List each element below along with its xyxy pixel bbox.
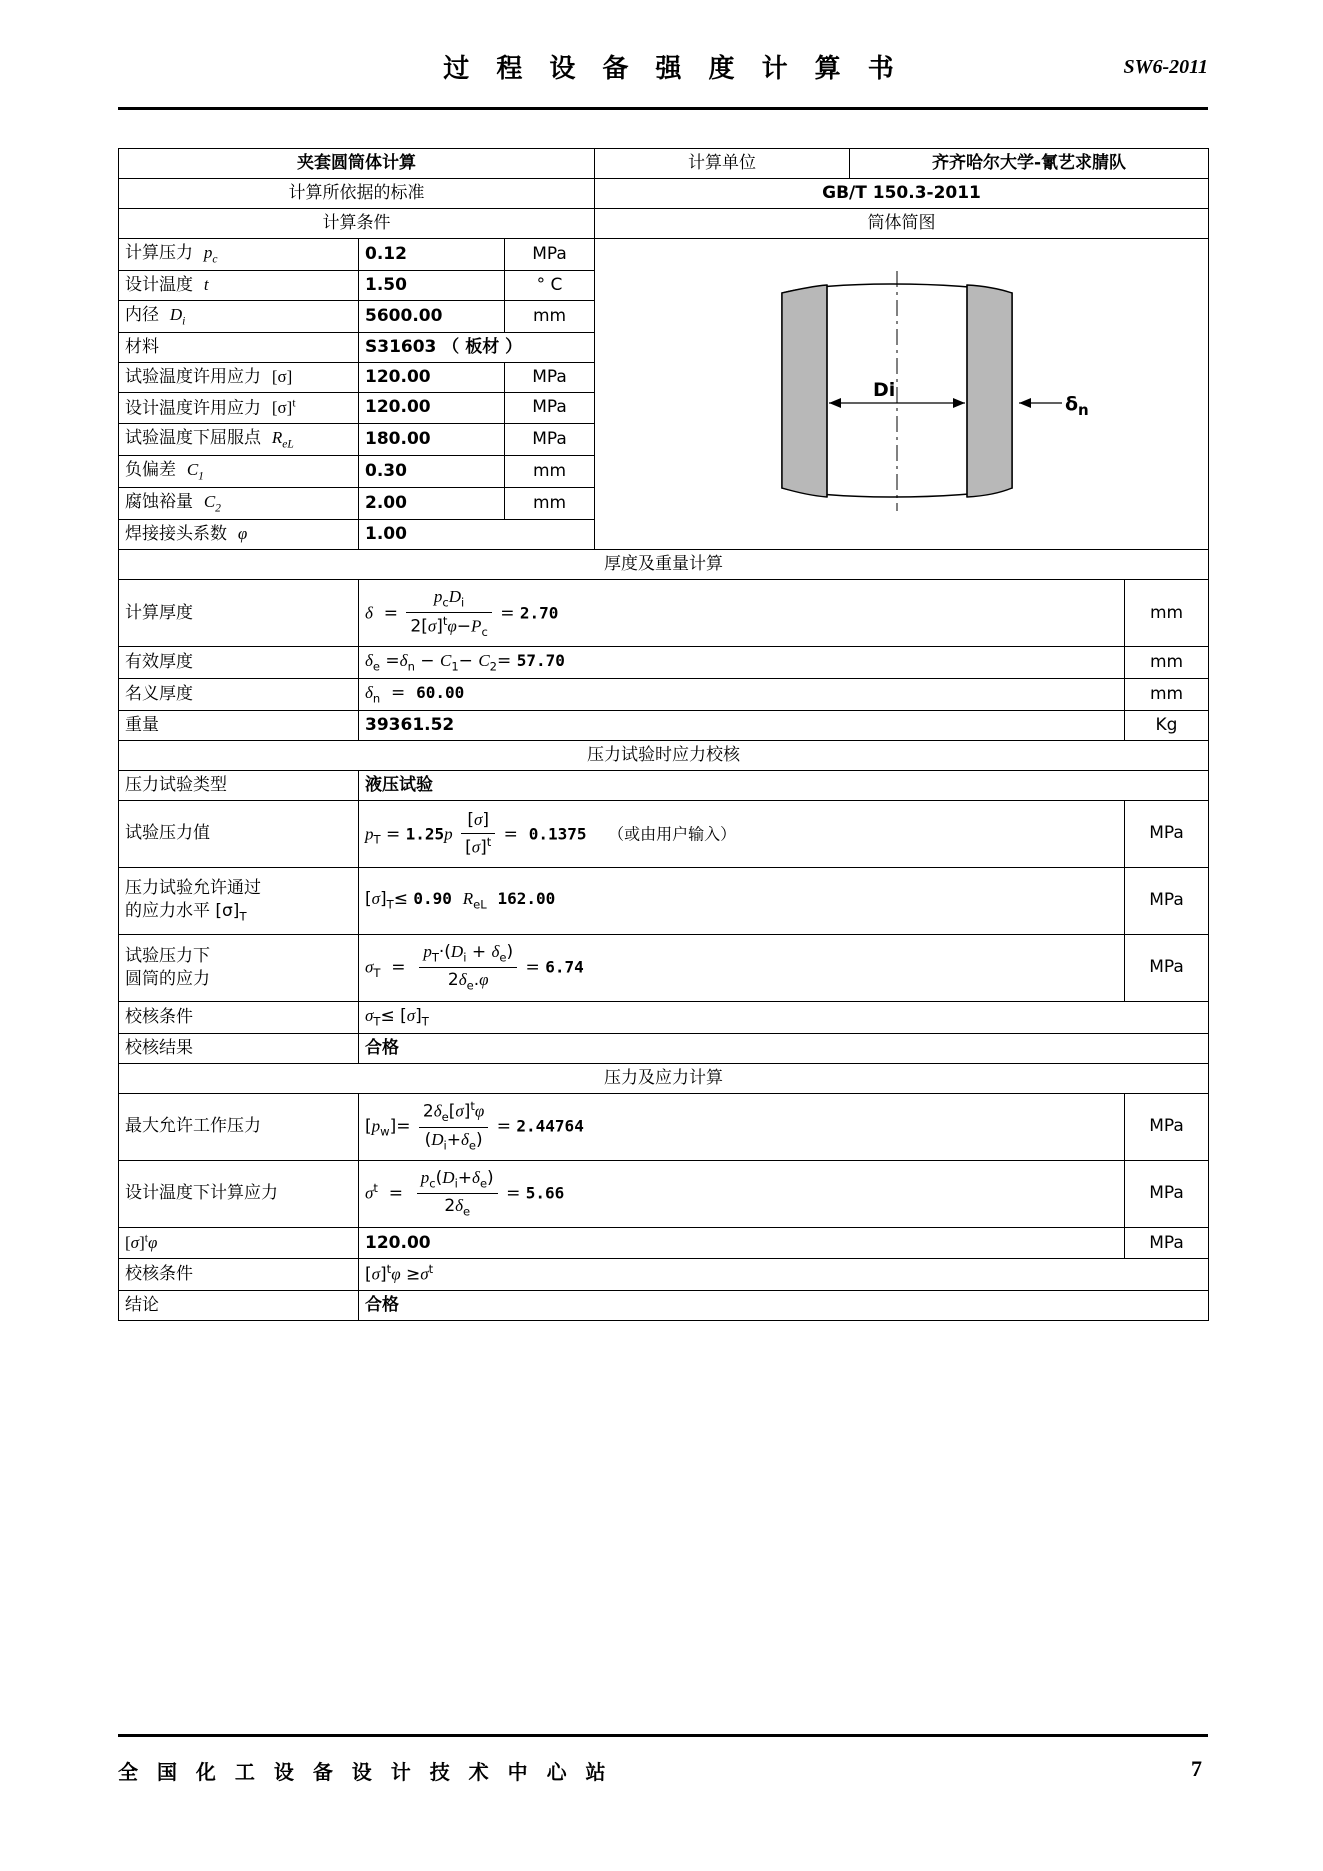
cond-value-5: 120.00	[359, 392, 505, 424]
calc-thickness-value: 2.70	[519, 603, 559, 623]
table-row	[119, 711, 1209, 741]
software-code: SW6-2011	[1123, 56, 1208, 78]
unit-label-cell: 计算单位	[595, 149, 850, 179]
cond-value-4: 120.00	[359, 362, 505, 392]
section-thickness-header: 厚度及重量计算	[119, 550, 1209, 580]
test-pressure-note: （或由用户输入）	[608, 823, 737, 843]
weight-unit: Kg	[1125, 711, 1209, 741]
page-number: 7	[1191, 1756, 1202, 1781]
standard-label-cell: 计算所依据的标准	[119, 178, 595, 208]
table-row	[119, 1227, 1209, 1259]
cond-label-8: 腐蚀裕量 $C_2$	[119, 488, 359, 520]
cond-value-9: 1.00	[359, 520, 595, 550]
cond-label-5: 设计温度许用应力 $[\sigma]^t$	[119, 392, 359, 424]
footer-rule	[118, 1734, 1208, 1737]
calculation-table	[118, 148, 1209, 1321]
test-pressure-value: 0.1375	[528, 823, 587, 843]
table-row	[119, 1093, 1209, 1160]
conclusion-label: 结论	[119, 1290, 359, 1320]
cond-value-7: 0.30	[359, 456, 505, 488]
page-title: 过 程 设 备 强 度 计 算 书	[443, 54, 903, 84]
cond-value-1: 1.50	[359, 270, 505, 300]
allowable-stress-level-value: 162.00	[497, 889, 556, 909]
cond-unit-1: ° C	[505, 270, 595, 300]
table-row	[119, 647, 1209, 679]
cond-label-2: 内径 $D_i$	[119, 300, 359, 332]
nominal-thickness-formula: $\delta_n = 60.00$	[359, 679, 1125, 711]
cond-unit-0: MPa	[505, 238, 595, 270]
table-row	[119, 178, 1209, 208]
design-temp-stress-formula: $\sigma^t$ = $\frac{p_c(D_i+\delta_e)}{2\delta_e}$ = 5.66	[359, 1160, 1125, 1227]
sigma-phi-value: 120.00	[359, 1227, 1125, 1259]
test-check-condition-formula: $\sigma_T\le [\sigma]_T$	[359, 1001, 1209, 1033]
cond-value-6: 180.00	[359, 424, 505, 456]
cond-value-2: 5600.00	[359, 300, 505, 332]
header-rule	[118, 107, 1208, 110]
weight-label: 重量	[119, 711, 359, 741]
test-type-value: 液压试验	[359, 770, 1209, 800]
allowable-stress-level-unit: MPa	[1125, 867, 1209, 934]
test-check-condition-label: 校核条件	[119, 1001, 359, 1033]
cond-value-3: S31603 （ 板材 ）	[359, 332, 595, 362]
nominal-thickness-label: 名义厚度	[119, 679, 359, 711]
eff-thickness-label: 有效厚度	[119, 647, 359, 679]
cond-value-0: 0.12	[359, 238, 505, 270]
eff-thickness-value: 57.70	[516, 651, 565, 671]
table-row	[119, 1259, 1209, 1291]
table-row	[119, 238, 1209, 270]
svg-text:δ: δ	[1064, 393, 1078, 416]
cond-unit-4: MPa	[505, 362, 595, 392]
section-pressure-test-header: 压力试验时应力校核	[119, 741, 1209, 771]
sigma-phi-unit: MPa	[1125, 1227, 1209, 1259]
document-footer	[118, 1756, 1208, 1796]
eff-thickness-unit: mm	[1125, 647, 1209, 679]
table-row	[119, 867, 1209, 934]
cond-label-3: 材料	[119, 332, 359, 362]
table-row	[119, 770, 1209, 800]
cond-unit-7: mm	[505, 456, 595, 488]
max-working-pressure-unit: MPa	[1125, 1093, 1209, 1160]
design-temp-stress-value: 5.66	[525, 1183, 565, 1203]
max-working-pressure-formula: $[p_w]=$ $\frac{2\delta_e[\sigma]^t\varphi}{(D_i+\delta_e)}$ = 2.44764	[359, 1093, 1125, 1160]
section-conditions-header: 计算条件	[119, 208, 595, 238]
stress-check-condition-label: 校核条件	[119, 1259, 359, 1291]
max-working-pressure-label: 最大允许工作压力	[119, 1093, 359, 1160]
test-pressure-formula: $p_T = 1.25p$ $\frac{[\sigma]}{[\sigma]^t}$ = 0.1375 （或由用户输入）	[359, 800, 1125, 867]
test-result-label: 校核结果	[119, 1033, 359, 1063]
unit-value-cell: 齐齐哈尔大学-氰艺求腈队	[850, 149, 1209, 179]
nominal-thickness-unit: mm	[1125, 679, 1209, 711]
svg-text:Di: Di	[872, 379, 895, 402]
test-stress-value: 6.74	[545, 957, 584, 977]
svg-text:n: n	[1077, 401, 1089, 420]
section-sketch-header: 筒体简图	[595, 208, 1209, 238]
jacketed-cylinder-diagram	[667, 263, 1137, 518]
sigma-phi-label: $[\sigma]^t\varphi$	[119, 1227, 359, 1259]
table-row	[119, 741, 1209, 771]
table-row	[119, 1063, 1209, 1093]
table-row	[119, 1290, 1209, 1320]
table-row	[119, 1001, 1209, 1033]
doc-name-cell: 夹套圆筒体计算	[119, 149, 595, 179]
calc-thickness-label: 计算厚度	[119, 580, 359, 647]
test-stress-unit: MPa	[1125, 934, 1209, 1001]
table-row	[119, 580, 1209, 647]
table-row	[119, 208, 1209, 238]
cond-unit-2: mm	[505, 300, 595, 332]
table-row	[119, 1033, 1209, 1063]
cond-label-9: 焊接接头系数 φ	[119, 520, 359, 550]
section-stress-calc-header: 压力及应力计算	[119, 1063, 1209, 1093]
test-pressure-unit: MPa	[1125, 800, 1209, 867]
document-header	[118, 48, 1208, 100]
design-temp-stress-unit: MPa	[1125, 1160, 1209, 1227]
cond-label-1: 设计温度 t	[119, 270, 359, 300]
allowable-stress-level-label: 压力试验允许通过 的应力水平 $[\sigma]_T$	[119, 867, 359, 934]
table-row	[119, 1160, 1209, 1227]
allowable-stress-level-formula: $[\sigma]_T\le 0.90$ $R_{eL}$ 162.00	[359, 867, 1125, 934]
cond-label-0: 计算压力 $p_c$	[119, 238, 359, 270]
design-temp-stress-label: 设计温度下计算应力	[119, 1160, 359, 1227]
calc-thickness-unit: mm	[1125, 580, 1209, 647]
test-result-value: 合格	[359, 1033, 1209, 1063]
cond-value-8: 2.00	[359, 488, 505, 520]
table-row	[119, 934, 1209, 1001]
table-row	[119, 800, 1209, 867]
cond-unit-5: MPa	[505, 392, 595, 424]
test-type-label: 压力试验类型	[119, 770, 359, 800]
table-row	[119, 679, 1209, 711]
test-pressure-label: 试验压力值	[119, 800, 359, 867]
table-row	[119, 149, 1209, 179]
cond-label-6: 试验温度下屈服点 $R_{eL}$	[119, 424, 359, 456]
standard-value-cell: GB/T 150.3-2011	[595, 178, 1209, 208]
cond-label-7: 负偏差 $C_1$	[119, 456, 359, 488]
eff-thickness-formula: $\delta_e =\delta_n - C_1- C_2= 57.70$	[359, 647, 1125, 679]
cylinder-sketch-cell	[595, 238, 1209, 549]
cond-label-4: 试验温度许用应力 [σ]	[119, 362, 359, 392]
footer-organization: 全 国 化 工 设 备 设 计 技 术 中 心 站	[118, 1760, 612, 1784]
test-stress-formula: $\sigma_T$ = $\frac{p_T\cdot(D_i + \delta_e)}{2\delta_e.\varphi}$ = 6.74	[359, 934, 1125, 1001]
nominal-thickness-value: 60.00	[416, 683, 465, 703]
conclusion-value: 合格	[359, 1290, 1209, 1320]
cond-unit-8: mm	[505, 488, 595, 520]
max-working-pressure-value: 2.44764	[516, 1116, 584, 1136]
stress-check-condition-formula: $[\sigma]^t\varphi \ge\sigma^t$	[359, 1259, 1209, 1291]
table-row	[119, 550, 1209, 580]
calc-thickness-formula: δ = $\frac{p_cD_i}{2[\sigma]^t\varphi-P_c}$ = 2.70	[359, 580, 1125, 647]
weight-value: 39361.52	[359, 711, 1125, 741]
cond-unit-6: MPa	[505, 424, 595, 456]
test-stress-label: 试验压力下 圆筒的应力	[119, 934, 359, 1001]
